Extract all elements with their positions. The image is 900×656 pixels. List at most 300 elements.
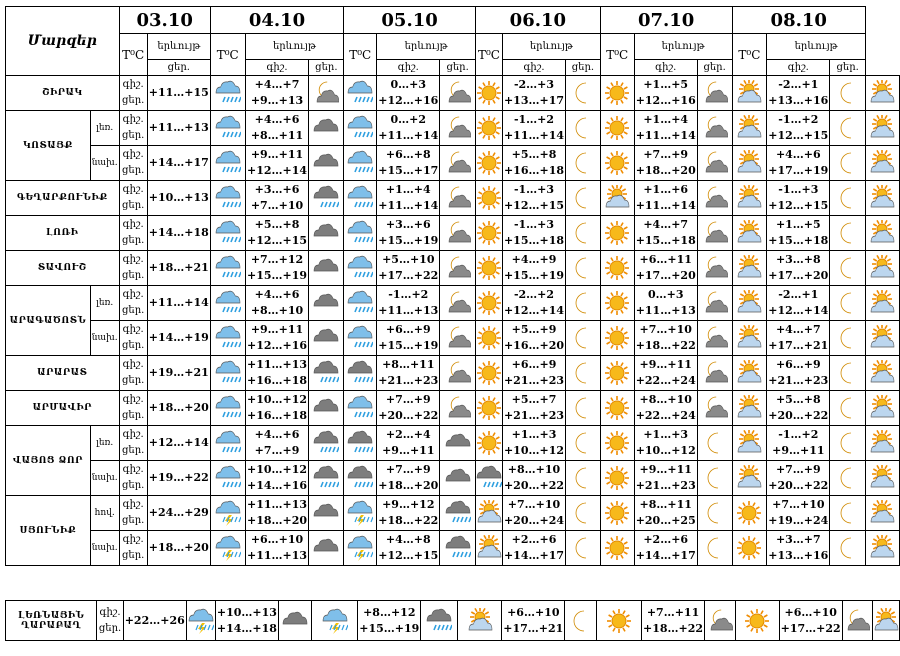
temp-day: +18…+22 — [635, 339, 696, 352]
temp-day: +16…+18 — [246, 409, 308, 422]
temp-cell — [502, 111, 565, 146]
temp-day: +24…+29 — [148, 506, 209, 519]
temp-cell — [147, 531, 210, 566]
cloud-icon — [445, 430, 471, 456]
temp-header: T⁰C — [119, 34, 147, 76]
weather-day-cell — [475, 251, 502, 286]
temp-cell — [147, 216, 210, 251]
moon-cloud-icon — [702, 115, 728, 141]
temp-day: +18…+22 — [378, 514, 439, 527]
sun-cloud-icon — [736, 115, 762, 141]
temp-night: +4…+6 — [254, 428, 300, 441]
sun-icon — [604, 150, 630, 176]
temp-day: +22…+24 — [635, 409, 696, 422]
night-label: գիշ. — [99, 606, 121, 618]
region-name: ՍՅՈՒՆԻՔ — [6, 496, 91, 566]
night-label: գիշ. — [122, 184, 144, 195]
cloud-icon — [313, 325, 339, 351]
weather-night-cell — [566, 496, 601, 531]
temp-day: +22…+24 — [635, 374, 696, 387]
region-name: ԱՐՄԱՎԻՐ — [6, 391, 120, 426]
day-header: ցեր. — [566, 60, 601, 76]
temp-night: +6…+11 — [639, 253, 692, 266]
temp-night: +5…+9 — [511, 323, 557, 336]
weather-cell — [210, 251, 245, 286]
weather-night-cell — [440, 391, 476, 426]
weather-day-cell — [732, 181, 767, 216]
weather-day-cell — [344, 216, 377, 251]
moon-cloud-icon — [445, 115, 471, 141]
night-day-labels — [119, 356, 147, 391]
temp-day: +12…+14 — [768, 304, 829, 317]
region-name: ԳԵՂԱՐՔՈՒՆԻՔ — [6, 181, 120, 216]
moon-icon — [835, 115, 861, 141]
weather-day-cell — [344, 461, 377, 496]
moon-icon — [835, 290, 861, 316]
temp-day: +8…+10 — [250, 304, 304, 317]
night-label: գիշ. — [122, 114, 144, 125]
temp-night: +10…+12 — [246, 393, 308, 406]
temp-cell — [642, 601, 705, 641]
rain-cloud-icon — [445, 535, 471, 561]
weather-day-cell — [865, 181, 899, 216]
weather-day-cell — [600, 531, 634, 566]
weather-day-cell — [732, 496, 767, 531]
temp-cell — [767, 111, 830, 146]
weather-day-cell — [597, 601, 642, 641]
day-label: ցեր. — [121, 200, 145, 211]
sun-icon — [744, 608, 770, 634]
temp-day: +14…+17 — [503, 549, 565, 562]
moon-icon — [835, 255, 861, 281]
temp-day: +14…+17 — [148, 156, 209, 169]
moon-icon — [835, 500, 861, 526]
weather-day-cell — [732, 216, 767, 251]
weather-day-cell — [865, 146, 899, 181]
temp-night: +7…+9 — [643, 148, 689, 161]
rain-icon — [215, 360, 241, 386]
sun-cloud-icon — [869, 535, 895, 561]
weather-day-cell — [475, 286, 502, 321]
weather-night-cell — [309, 356, 344, 391]
weather-day-cell — [865, 496, 899, 531]
weather-cell — [210, 531, 245, 566]
weather-night-cell — [697, 181, 732, 216]
moon-icon — [570, 220, 596, 246]
temp-cell — [767, 76, 830, 111]
table-row — [6, 181, 900, 216]
weather-day-cell — [600, 181, 634, 216]
weather-day-cell — [732, 321, 767, 356]
region-name: ԱՐԱՐԱՏ — [6, 356, 120, 391]
region-name: ՏԱՎՈՒՇ — [6, 251, 120, 286]
weather-night-cell — [566, 531, 601, 566]
weather-night-cell — [566, 391, 601, 426]
temp-cell — [377, 181, 440, 216]
temp-day: +18…+21 — [148, 261, 209, 274]
weather-day-cell — [600, 286, 634, 321]
weather-header: երևույթ — [502, 34, 600, 60]
weather-night-cell — [566, 181, 601, 216]
forecast-table — [5, 6, 900, 566]
temp-night: +6…+10 — [784, 605, 837, 619]
moon-cloud-icon — [702, 325, 728, 351]
temp-day: +11…+14 — [378, 199, 439, 212]
temp-day: +14…+18 — [216, 621, 277, 635]
rain-icon — [347, 185, 373, 211]
temp-cell — [634, 496, 697, 531]
moon-icon — [570, 290, 596, 316]
temp-cell — [502, 356, 565, 391]
rain-icon — [215, 220, 241, 246]
night-label: գիշ. — [122, 534, 144, 545]
sun-icon — [736, 535, 762, 561]
weather-cell — [210, 76, 245, 111]
table-row — [6, 216, 900, 251]
weather-day-cell — [865, 356, 899, 391]
temp-cell — [767, 426, 830, 461]
night-day-labels — [119, 286, 147, 321]
moon-cloud-icon — [702, 255, 728, 281]
weather-day-cell — [475, 391, 502, 426]
weather-day-cell — [732, 356, 767, 391]
sun-icon — [476, 255, 502, 281]
temp-night: -1…+2 — [778, 113, 819, 126]
day-header: ցեր. — [830, 60, 866, 76]
temp-night: +8…+10 — [639, 393, 692, 406]
weather-day-cell — [600, 216, 634, 251]
moon-cloud-icon — [702, 80, 728, 106]
temp-night: -2…+1 — [778, 78, 819, 91]
temp-night: +4…+6 — [775, 148, 821, 161]
night-label: գիշ. — [122, 289, 144, 300]
subregion-label: նախ. — [90, 146, 119, 181]
rain-icon — [215, 290, 241, 316]
night-day-labels — [119, 251, 147, 286]
weather-day-cell — [600, 356, 634, 391]
moon-cloud-icon — [702, 360, 728, 386]
night-day-labels — [119, 146, 147, 181]
weather-day-cell — [732, 146, 767, 181]
sun-icon — [476, 185, 502, 211]
temp-cell — [502, 391, 565, 426]
weather-day-cell — [344, 286, 377, 321]
sun-cloud-icon — [869, 465, 895, 491]
sun-icon — [476, 80, 502, 106]
temp-night: +4…+7 — [254, 78, 300, 91]
temp-cell — [147, 181, 210, 216]
weather-night-cell — [830, 496, 866, 531]
weather-night-cell — [309, 321, 344, 356]
storm-icon — [188, 608, 214, 634]
night-label: գիշ. — [122, 499, 144, 510]
temp-cell — [634, 216, 697, 251]
cloud-icon — [313, 395, 339, 421]
weather-day-cell — [865, 461, 899, 496]
rain-icon — [215, 395, 241, 421]
sun-cloud-icon — [736, 255, 762, 281]
temp-night: +6…+10 — [250, 533, 304, 546]
temp-day: +20…+22 — [378, 409, 439, 422]
moon-cloud-icon — [445, 325, 471, 351]
cloud-icon — [313, 220, 339, 246]
weather-day-cell — [600, 111, 634, 146]
weather-day-cell — [475, 426, 502, 461]
temp-day: +12…+16 — [246, 339, 308, 352]
temp-day: +9…+11 — [772, 444, 825, 457]
weather-day-cell — [600, 391, 634, 426]
moon-icon — [570, 255, 596, 281]
storm-icon — [347, 535, 373, 561]
day-label: ցեր. — [121, 550, 145, 561]
weather-cell — [210, 111, 245, 146]
temp-night: -2…+1 — [778, 288, 819, 301]
temp-night: +6…+8 — [385, 148, 431, 161]
temp-day: +15…+19 — [246, 269, 308, 282]
temp-day: +7…+9 — [254, 444, 300, 457]
weather-night-cell — [697, 216, 732, 251]
moon-icon — [702, 430, 728, 456]
weather-night-cell — [697, 391, 732, 426]
weather-night-cell — [566, 76, 601, 111]
date-header: 04.10 — [210, 7, 343, 34]
night-day-labels — [119, 391, 147, 426]
weather-night-cell — [309, 216, 344, 251]
weather-night-cell — [842, 601, 872, 641]
moon-icon — [702, 465, 728, 491]
cloud-icon — [313, 290, 339, 316]
temp-night: +1…+4 — [643, 113, 689, 126]
temp-day: +11…+14 — [148, 296, 209, 309]
temp-day: +7…+10 — [250, 199, 304, 212]
temp-night: 0…+3 — [390, 78, 427, 91]
temp-day: +18…+20 — [148, 401, 209, 414]
temp-night: +2…+6 — [643, 533, 689, 546]
temp-cell — [634, 181, 697, 216]
weather-night-cell — [566, 251, 601, 286]
temp-day: +12…+14 — [246, 164, 308, 177]
day-header: ցեր. — [309, 60, 344, 76]
table-row — [6, 286, 900, 321]
weather-night-cell — [697, 531, 732, 566]
sun-cloud-icon — [869, 80, 895, 106]
rain-icon — [215, 150, 241, 176]
weather-night-cell — [830, 321, 866, 356]
temp-night: +9…+11 — [250, 148, 304, 161]
temp-header: T⁰C — [344, 34, 377, 76]
temp-cell — [245, 216, 309, 251]
sun-icon — [604, 535, 630, 561]
temp-day: +21…+23 — [635, 479, 696, 492]
temp-night: -2…+3 — [513, 78, 555, 91]
weather-day-cell — [344, 391, 377, 426]
subregion-label: լեռ. — [90, 426, 119, 461]
temp-day: +21…+23 — [378, 374, 439, 387]
weather-day-cell — [344, 181, 377, 216]
sun-cloud-icon — [604, 185, 630, 211]
weather-day-cell — [344, 76, 377, 111]
weather-cell — [210, 216, 245, 251]
cloud-icon — [445, 465, 471, 491]
weather-night-cell — [697, 321, 732, 356]
rain-icon — [215, 80, 241, 106]
weather-day-cell — [600, 496, 634, 531]
rain-cloud-icon — [476, 465, 502, 491]
weather-day-cell — [865, 531, 899, 566]
temp-day: +16…+20 — [503, 339, 565, 352]
temp-day: +17…+21 — [768, 339, 829, 352]
weather-day-cell — [600, 461, 634, 496]
weather-day-cell — [865, 216, 899, 251]
temp-cell — [245, 146, 309, 181]
sun-cloud-icon — [736, 325, 762, 351]
cloud-icon — [282, 608, 308, 634]
moon-cloud-icon — [445, 150, 471, 176]
subregion-label: լեռ. — [90, 111, 119, 146]
weather-night-cell — [309, 531, 344, 566]
night-day-labels — [119, 531, 147, 566]
weather-night-cell — [309, 286, 344, 321]
temp-cell — [377, 461, 440, 496]
sun-cloud-icon — [869, 290, 895, 316]
sun-cloud-icon — [736, 290, 762, 316]
weather-night-cell — [697, 111, 732, 146]
temp-cell — [147, 496, 210, 531]
temp-night: +2…+4 — [385, 428, 431, 441]
region-name: ՎԱՅՈՑ ՁՈՐ — [6, 426, 91, 496]
weather-cell — [186, 601, 215, 641]
moon-icon — [570, 395, 596, 421]
table-row — [6, 426, 900, 461]
weather-night-cell — [566, 321, 601, 356]
rain-icon — [347, 80, 373, 106]
night-label: գիշ. — [122, 254, 144, 265]
temp-cell — [634, 286, 697, 321]
weather-night-cell — [566, 426, 601, 461]
temp-cell — [245, 496, 309, 531]
sun-cloud-icon — [736, 220, 762, 246]
weather-cell — [210, 181, 245, 216]
region-name: ԿՈՏԱՅՔ — [6, 111, 91, 181]
cloud-icon — [313, 500, 339, 526]
storm-icon — [347, 500, 373, 526]
day-header: ցեր. — [440, 60, 476, 76]
weather-night-cell — [440, 286, 476, 321]
temp-day: +17…+21 — [503, 621, 564, 635]
temp-day: +10…+13 — [148, 191, 209, 204]
temp-cell — [767, 496, 830, 531]
sun-cloud-icon — [869, 360, 895, 386]
weather-day-cell — [475, 531, 502, 566]
weather-day-cell — [344, 146, 377, 181]
weather-night-cell — [309, 391, 344, 426]
weather-night-cell — [440, 321, 476, 356]
temp-night: +3…+8 — [775, 253, 821, 266]
weather-night-cell — [309, 496, 344, 531]
weather-day-cell — [865, 251, 899, 286]
temp-day: +18…+20 — [246, 514, 308, 527]
sun-icon — [604, 360, 630, 386]
weather-night-cell — [440, 76, 476, 111]
weather-day-cell — [475, 111, 502, 146]
weather-night-cell — [830, 286, 866, 321]
day-label: ցեր. — [121, 480, 145, 491]
sun-cloud-icon — [869, 255, 895, 281]
sun-icon — [476, 290, 502, 316]
weather-header: երևույթ — [377, 34, 476, 60]
day-label: ցեր. — [121, 515, 145, 526]
weather-day-cell — [865, 76, 899, 111]
temp-cell — [245, 286, 309, 321]
temp-cell — [377, 321, 440, 356]
temp-cell — [147, 286, 210, 321]
temp-night: +5…+8 — [254, 218, 300, 231]
temp-night: +1…+3 — [511, 428, 557, 441]
temp-cell — [245, 531, 309, 566]
weather-night-cell — [830, 461, 866, 496]
cloud-icon — [313, 535, 339, 561]
temp-cell — [147, 251, 210, 286]
temp-night: +11…+13 — [246, 358, 308, 371]
sun-icon — [604, 465, 630, 491]
table-row — [6, 461, 900, 496]
temp-day: +19…+22 — [148, 471, 209, 484]
moon-icon — [835, 80, 861, 106]
temp-day: +11…+13 — [148, 121, 209, 134]
weather-night-cell — [566, 286, 601, 321]
temp-night: +1…+5 — [643, 78, 689, 91]
moon-icon — [835, 465, 861, 491]
moon-cloud-icon — [844, 608, 870, 634]
moon-cloud-icon — [445, 255, 471, 281]
region-name: ԱՐԱԳԱԾՈՏՆ — [6, 286, 91, 356]
temp-day: +13…+16 — [768, 549, 829, 562]
subregion-label: նախ. — [90, 321, 119, 356]
moon-icon — [570, 150, 596, 176]
night-label: գիշ. — [122, 394, 144, 405]
rain-cloud-icon — [426, 608, 452, 634]
temp-cell — [377, 531, 440, 566]
night-label: գիշ. — [122, 359, 144, 370]
temp-night: +3…+7 — [775, 533, 821, 546]
weather-night-cell — [830, 146, 866, 181]
weather-day-cell — [865, 391, 899, 426]
temp-cell — [502, 496, 565, 531]
temp-day: +11…+14 — [635, 129, 696, 142]
storm-icon — [215, 500, 241, 526]
weather-cell — [210, 146, 245, 181]
table-row — [6, 601, 900, 641]
weather-cell — [210, 391, 245, 426]
moon-icon — [702, 535, 728, 561]
temp-cell — [634, 111, 697, 146]
temp-cell — [767, 531, 830, 566]
temp-cell — [147, 461, 210, 496]
sun-icon — [604, 80, 630, 106]
moon-icon — [570, 430, 596, 456]
temp-day: +14…+19 — [148, 331, 209, 344]
weather-night-cell — [278, 601, 311, 641]
weather-night-cell — [705, 601, 736, 641]
night-day-labels — [97, 601, 123, 641]
temp-day: +13…+16 — [768, 94, 829, 107]
temp-night: +5…+8 — [511, 148, 557, 161]
weather-day-cell — [735, 601, 779, 641]
rain-cloud-icon — [347, 430, 373, 456]
temp-night: +5…+7 — [511, 393, 557, 406]
weather-day-cell — [732, 531, 767, 566]
weather-night-cell — [440, 496, 476, 531]
